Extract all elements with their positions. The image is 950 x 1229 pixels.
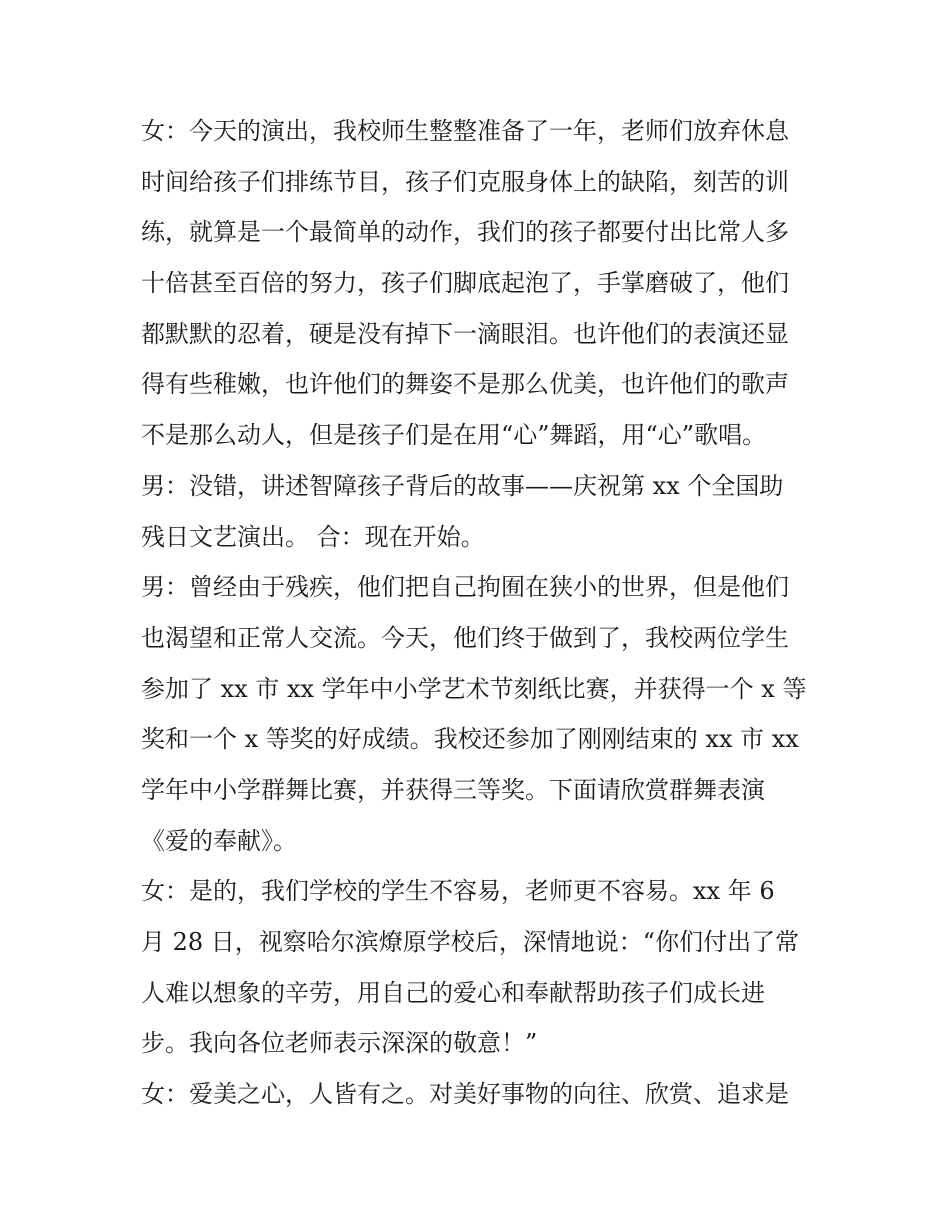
- document-body: [141, 106, 816, 1120]
- text-line: 男：曾经由于残疾，他们把自己拘囿在狭小的世界，但是他们: [141, 573, 789, 602]
- text-line: 十倍甚至百倍的努力，孩子们脚底起泡了，手掌磨破了，他们: [141, 269, 789, 298]
- text-line: 《爱的奉献》。: [141, 826, 297, 855]
- text-line: 人难以想象的辛劳，用自己的爱心和奉献帮助孩子们成长进: [141, 978, 765, 1007]
- text-line: 月 28 日，视察哈尔滨燎原学校后，深情地说：“你们付出了常: [141, 928, 800, 956]
- text-line: 男：没错，讲述智障孩子背后的故事——庆祝第 xx 个全国助: [141, 471, 784, 500]
- text-line: 学年中小学群舞比赛，并获得三等奖。下面请欣赏群舞表演: [141, 775, 765, 804]
- text-line: 也渴望和正常人交流。今天，他们终于做到了，我校两位学生: [141, 623, 789, 652]
- text-line: 步。我向各位老师表示深深的敬意！”: [141, 1029, 538, 1058]
- text-line: 残日文艺演出。 合：现在开始。: [141, 522, 485, 551]
- text-line: 时间给孩子们排练节目，孩子们克服身体上的缺陷，刻苦的训: [141, 167, 789, 196]
- text-line: 奖和一个 x 等奖的好成绩。我校还参加了刚刚结束的 xx 市 xx: [141, 725, 799, 754]
- text-line: 参加了 xx 市 xx 学年中小学艺术节刻纸比赛，并获得一个 x 等: [141, 674, 807, 703]
- text-line: 得有些稚嫩，也许他们的舞姿不是那么优美，也许他们的歌声: [141, 370, 789, 399]
- text-line: 女：今天的演出，我校师生整整准备了一年，老师们放弃休息: [141, 117, 789, 145]
- text-line: 不是那么动人，但是孩子们是在用“心”舞蹈，用“心”歌唱。: [141, 421, 767, 450]
- text-line: 女：爱美之心，人皆有之。对美好事物的向往、欣赏、追求是: [141, 1080, 789, 1109]
- text-line: 女：是的，我们学校的学生不容易，老师更不容易。xx 年 6: [141, 877, 775, 906]
- text-line: 练，就算是一个最简单的动作，我们的孩子都要付出比常人多: [141, 218, 789, 247]
- text-line: 都默默的忍着，硬是没有掉下一滴眼泪。也许他们的表演还显: [141, 319, 789, 348]
